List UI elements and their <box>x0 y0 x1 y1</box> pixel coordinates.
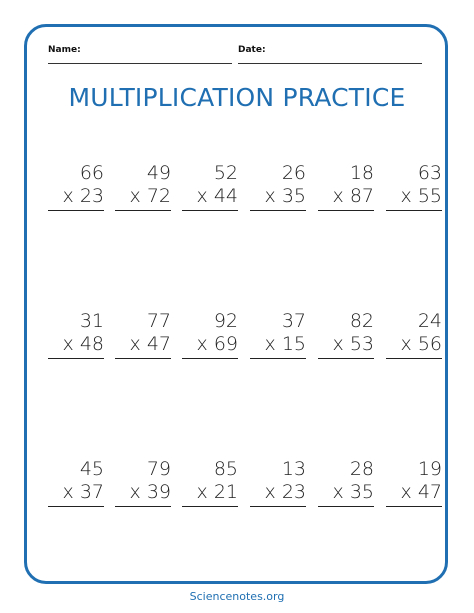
footer-credit: Sciencenotes.org <box>189 590 285 603</box>
multiplicand: 28 <box>349 458 374 480</box>
multiplier: x 37 <box>48 481 104 507</box>
multiplier: x 72 <box>115 185 171 211</box>
multiplicand: 92 <box>213 310 238 332</box>
multiplicand: 26 <box>281 162 306 184</box>
multiplicand: 37 <box>281 310 306 332</box>
problem-1-3 <box>182 162 238 211</box>
multiplicand: 52 <box>213 162 238 184</box>
multiplier: x 23 <box>48 185 104 211</box>
problem-1-2 <box>115 162 171 211</box>
multiplicand: 85 <box>213 458 238 480</box>
multiplicand: 63 <box>417 162 442 184</box>
multiplier: x 87 <box>318 185 374 211</box>
problem-2-3 <box>182 310 238 359</box>
problem-1-1 <box>48 162 104 211</box>
problem-3-6 <box>386 458 442 507</box>
problem-2-6 <box>386 310 442 359</box>
multiplicand: 79 <box>146 458 171 480</box>
multiplicand: 82 <box>349 310 374 332</box>
problem-grid <box>48 162 442 514</box>
problem-2-2 <box>115 310 171 359</box>
page-title: MULTIPLICATION PRACTICE <box>68 83 406 112</box>
multiplier: x 48 <box>48 333 104 359</box>
date-label: Date: <box>238 45 266 55</box>
date-field[interactable] <box>238 44 422 64</box>
multiplicand: 19 <box>417 458 442 480</box>
multiplicand: 66 <box>79 162 104 184</box>
multiplier: x 47 <box>386 481 442 507</box>
problem-3-3 <box>182 458 238 507</box>
problem-1-5 <box>318 162 374 211</box>
multiplier: x 53 <box>318 333 374 359</box>
multiplier: x 55 <box>386 185 442 211</box>
multiplier: x 56 <box>386 333 442 359</box>
problem-1-4 <box>250 162 306 211</box>
multiplier: x 15 <box>250 333 306 359</box>
problem-1-6 <box>386 162 442 211</box>
multiplier: x 21 <box>182 481 238 507</box>
problem-3-2 <box>115 458 171 507</box>
multiplicand: 45 <box>79 458 104 480</box>
multiplier: x 35 <box>318 481 374 507</box>
multiplier: x 35 <box>250 185 306 211</box>
problem-3-1 <box>48 458 104 507</box>
multiplier: x 69 <box>182 333 238 359</box>
multiplier: x 39 <box>115 481 171 507</box>
multiplicand: 18 <box>349 162 374 184</box>
problem-3-4 <box>250 458 306 507</box>
multiplicand: 24 <box>417 310 442 332</box>
multiplicand: 31 <box>79 310 104 332</box>
multiplier: x 47 <box>115 333 171 359</box>
multiplicand: 13 <box>281 458 306 480</box>
name-label: Name: <box>48 45 81 55</box>
multiplier: x 44 <box>182 185 238 211</box>
multiplicand: 49 <box>146 162 171 184</box>
name-field[interactable] <box>48 44 232 64</box>
problem-2-1 <box>48 310 104 359</box>
multiplicand: 77 <box>146 310 171 332</box>
problem-2-4 <box>250 310 306 359</box>
multiplier: x 23 <box>250 481 306 507</box>
problem-3-5 <box>318 458 374 507</box>
problem-2-5 <box>318 310 374 359</box>
